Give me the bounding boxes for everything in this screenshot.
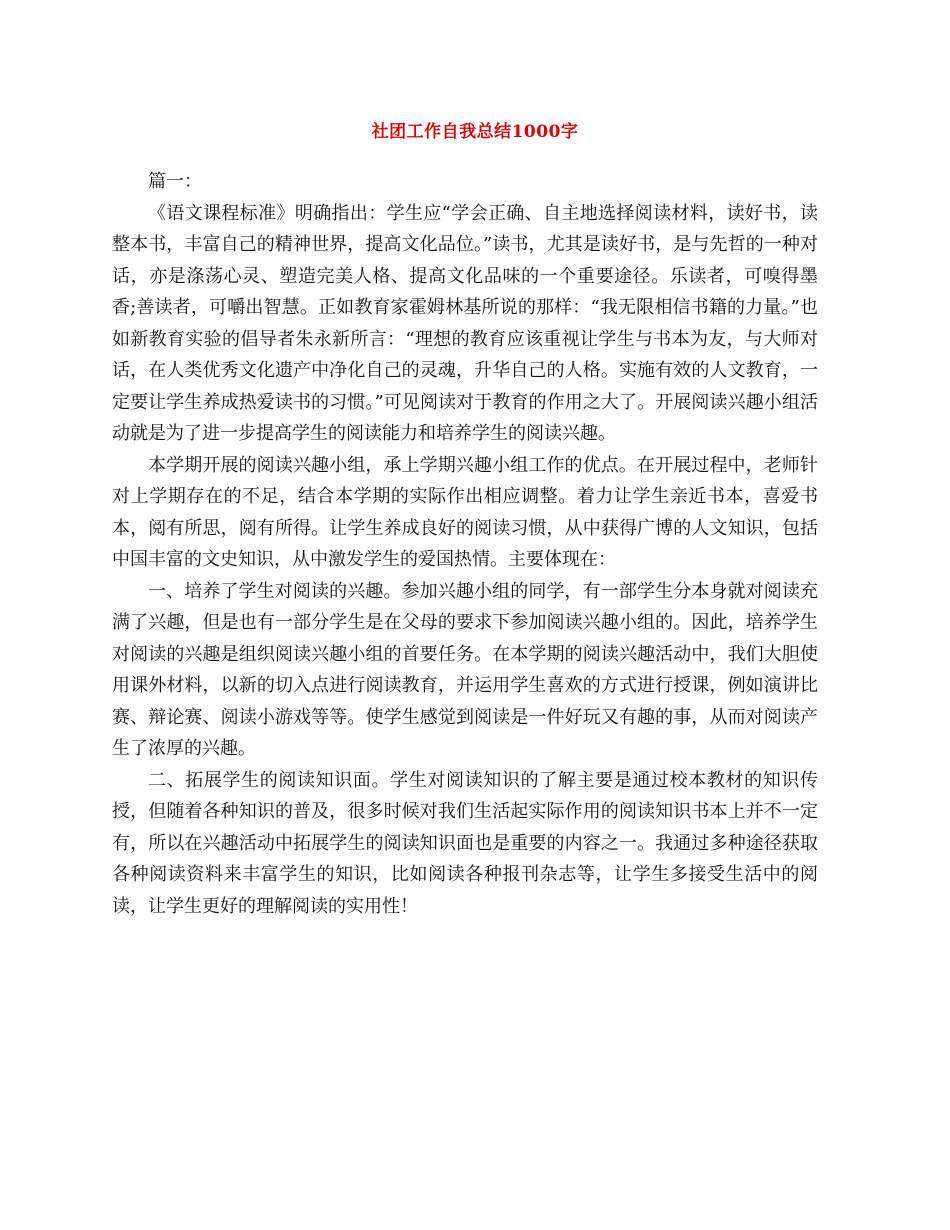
document-body	[112, 166, 818, 922]
document-title: 社团工作自我总结1000字	[371, 122, 579, 142]
paragraph-point-two: 二、拓展学生的阅读知识面。学生对阅读知识的了解主要是通过校本教材的知识传授，但随着各种知识的普及，很多时候对我们生活起实际作用的阅读知识书本上并不一定有，所以在兴趣活动中拓展学生的阅读知识面也是重要的内容之一。我通过多种途径获取各种阅读资料来丰富学生的知识，比如阅读各种报刊杂志等，让学生多接受生活中的阅读，让学生更好的理解阅读的实用性！	[112, 769, 818, 917]
paragraph-point-one: 一、培养了学生对阅读的兴趣。参加兴趣小组的同学，有一部学生分本身就对阅读充满了兴趣，但是也有一部分学生是在父母的要求下参加阅读兴趣小组的。因此，培养学生对阅读的兴趣是组织阅读兴趣小组的首要任务。在本学期的阅读兴趣活动中，我们大胆使用课外材料，以新的切入点进行阅读教育，并运用学生喜欢的方式进行授课，例如演讲比赛、辩论赛、阅读小游戏等等。使学生感觉到阅读是一件好玩又有趣的事，从而对阅读产生了浓厚的兴趣。	[112, 580, 818, 759]
paragraph-semester: 本学期开展的阅读兴趣小组，承上学期兴趣小组工作的优点。在开展过程中，老师针对上学期存在的不足，结合本学期的实际作出相应调整。着力让学生亲近书本，喜爱书本，阅有所思，阅有所得。让学生养成良好的阅读习惯，从中获得广博的人文知识，包括中国丰富的文史知识，从中激发学生的爱国热情。主要体现在：	[112, 454, 818, 570]
section-heading: 篇一：	[148, 171, 202, 192]
paragraph-intro: 《语文课程标准》明确指出：学生应“学会正确、自主地选择阅读材料，读好书，读整本书，丰富自己的精神世界，提高文化品位。”读书，尤其是读好书，是与先哲的一种对话，亦是涤荡心灵、塑造完美人格、提高文化品味的一个重要途径。乐读者，可嗅得墨香;善读者，可嚼出智慧。正如教育家霍姆林基所说的那样：“我无限相信书籍的力量。”也如新教育实验的倡导者朱永新所言：“理想的教育应该重视让学生与书本为友，与大师对话，在人类优秀文化遗产中净化自己的灵魂，升华自己的人格。实施有效的人文教育，一定要让学生养成热爱读书的习惯。”可见阅读对于教育的作用之大了。开展阅读兴趣小组活动就是为了进一步提高学生的阅读能力和培养学生的阅读兴趣。	[112, 202, 818, 444]
